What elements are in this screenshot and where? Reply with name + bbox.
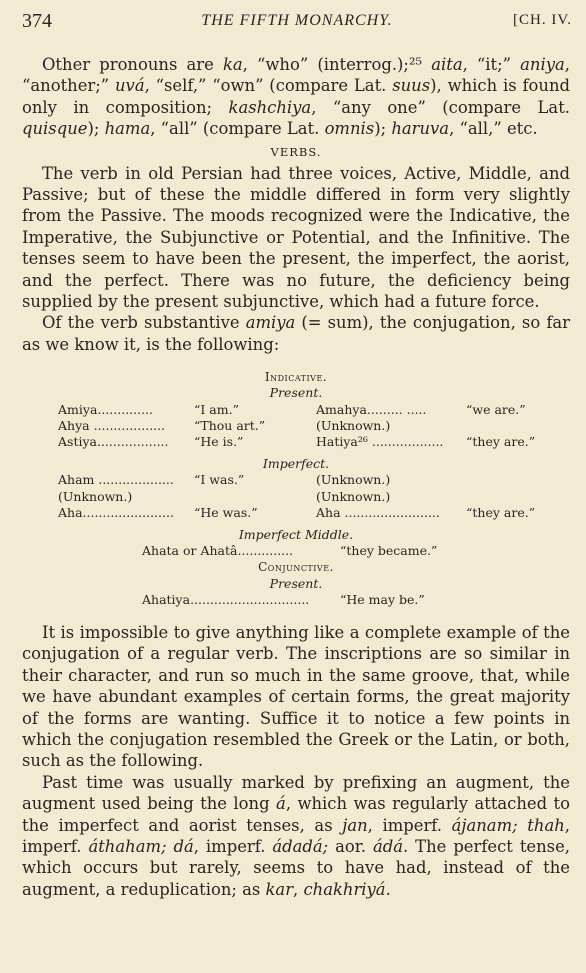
conjugation-row [22, 472, 570, 488]
gloss-singular: “He was.” [194, 504, 258, 520]
label-imperfect: Imperfect. [262, 456, 330, 472]
form-singular: Ahya .................. [58, 417, 166, 433]
form-plural: (Unknown.) [316, 472, 391, 488]
label-present: Present. [269, 385, 323, 401]
form-plural: (Unknown.) [316, 417, 391, 433]
conjugation-row [22, 434, 570, 450]
label-conjunctive: Conjunctive. [258, 560, 334, 575]
conjugation-row [22, 402, 570, 418]
present-rows [22, 402, 570, 451]
conjunctive-row [22, 592, 570, 608]
form-plural: Amahya......... ..... [316, 401, 427, 417]
page-header [22, 10, 572, 34]
paragraph-pronouns: Other pronouns are ka, “who” (interrog.);²⁵ aita, “it;” aniya, “another;” uvá, “self,” “own” (compare Lat. suus), which is found only in composition; kashchiya, “any one” (compare Lat. quisque); hama, “all” (compare Lat. omnis); haruva, “all,” etc. [22, 55, 571, 139]
chapter-label: [CH. IV. [513, 12, 572, 28]
page-number: 374 [22, 10, 52, 32]
form-singular: Aham ................... [58, 472, 174, 488]
form-singular: Amiya.............. [58, 401, 154, 417]
conjugation-row [22, 505, 570, 521]
conjugation-table [22, 369, 570, 608]
gloss-plural: “they are.” [466, 434, 536, 450]
form: Ahata or Ahatâ.............. [142, 543, 294, 559]
imperfect-middle-row [22, 543, 570, 559]
conjugation-row [22, 418, 570, 434]
label-indicative: Indicative. [264, 370, 328, 385]
form-singular: Astiya.................. [58, 434, 169, 450]
form-singular: Aha....................... [58, 504, 174, 520]
form-plural: (Unknown.) [316, 488, 391, 504]
label-conj-present: Present. [269, 575, 323, 591]
form-plural: Aha ........................ [316, 504, 440, 520]
gloss-plural: “they are.” [466, 504, 536, 520]
gloss-singular: “I am.” [194, 401, 239, 417]
conjugation-row [22, 489, 570, 505]
paragraph-verb-intro: The verb in old Persian had three voices, Active, Middle, and Passive; but of these the middle differed in form very slightly from the Passive. The moods recognized were the Indicative, the Imperative, the Subjunctive or Potential, and the Infinitive. The tenses seem to have been the present, the imperfect, the aorist, and the perfect. There was no future, the deficiency being supplied by the present subjunctive, which had a future force. [22, 163, 570, 312]
paragraph-augment: Past time was usually marked by prefixing an augment, the augment used being the long á, which was regularly attached to the imperfect and aorist tenses, as jan, imperf. ájanam; thah, imperf. áthaham; dá, imperf. ádadá; aor. ádá. The perfect tense, which occurs but rarely, seems to have had, instead of the augment, a reduplication; as kar, chakhriyá. [22, 772, 571, 899]
paragraph-verb-substantive: Of the verb substantive amiya (= sum), the conjugation, so far as we know it, is the following: [22, 313, 570, 354]
gloss: “He may be.” [340, 591, 425, 607]
gloss-singular: “He is.” [194, 434, 244, 450]
section-heading-verbs: VERBS. [270, 144, 322, 159]
paragraph-regular-verb: It is impossible to give anything like a complete example of the conjugation of a regular verb. The inscriptions are so similar in their character, and run so much in the same groove, that, while we have abundant examples of certain forms, the great majority of the forms are wanting. Suffice it to notice a few points in which the conjugation resembled the Greek or the Latin, or both, such as the following. [22, 623, 570, 771]
form-plural: Hatiya²⁶ .................. [316, 434, 444, 450]
gloss-plural: “we are.” [466, 401, 526, 417]
gloss-singular: “I was.” [194, 472, 245, 488]
imperfect-rows [22, 472, 570, 521]
form-singular: (Unknown.) [58, 488, 133, 504]
gloss-singular: “Thou art.” [194, 417, 266, 433]
gloss: “they became.” [340, 543, 438, 559]
running-title: THE FIFTH MONARCHY. [201, 12, 393, 29]
label-imperfect-middle: Imperfect Middle. [238, 527, 354, 543]
page-body [22, 54, 570, 900]
form: Ahatiya.............................. [142, 591, 310, 607]
